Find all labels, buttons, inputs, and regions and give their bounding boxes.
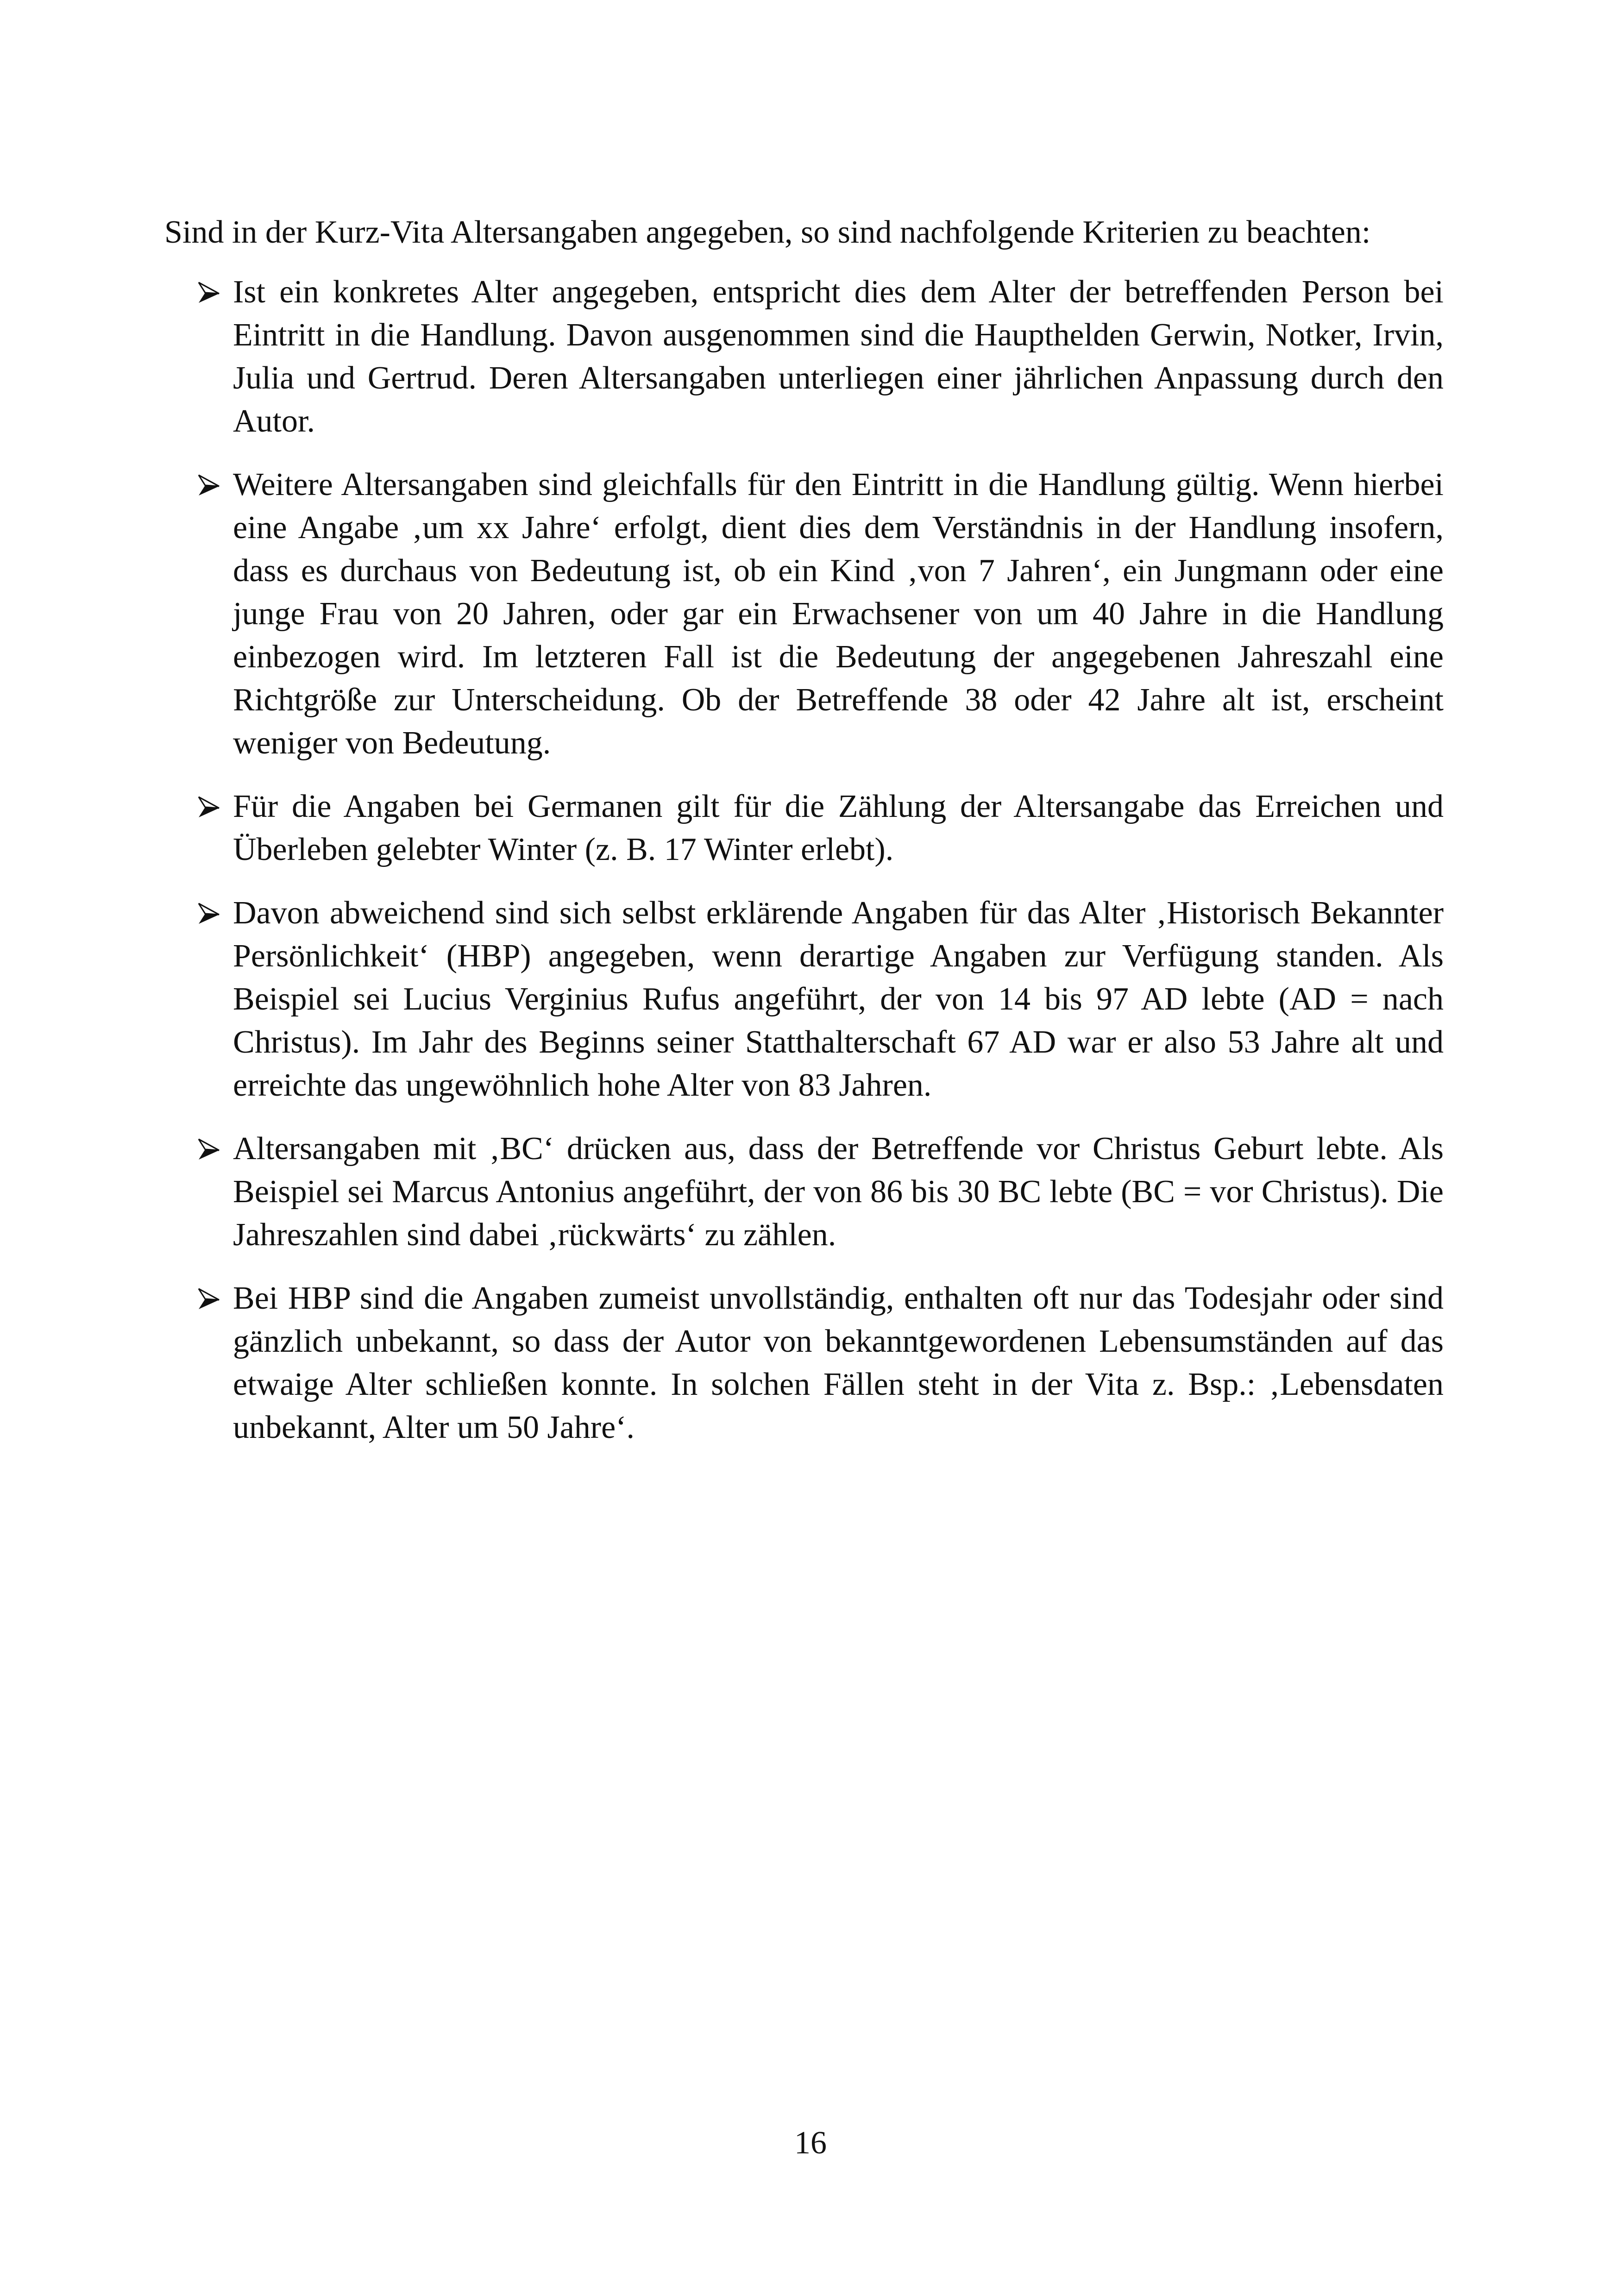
list-item-text: Davon abweichend sind sich selbst erklärende Angaben für das Alter ‚Historisch Bekannter Persönlichkeit‘ (HBP) angegeben, wenn derartige Angaben zur Verfügung standen. Als Beispiel sei Lucius Verginius Rufus angeführt, der von 14 bis 97 AD lebte (AD = nach Christus). Im Jahr des Beginns seiner Statthalterschaft 67 AD war er also 53 Jahre alt und erreichte das ungewöhnlich hohe Alter von 83 Jahren.: [233, 895, 1444, 1103]
list-item-text: Weitere Altersangaben sind gleichfalls für den Eintritt in die Handlung gültig. Wenn hierbei eine Angabe ‚um xx Jahre‘ erfolgt, dient dies dem Verständnis in der Handlung insofern, dass es durchaus von Bedeutung ist, ob ein Kind ‚von 7 Jahren‘, ein Jungmann oder eine junge Frau von 20 Jahren, oder gar ein Erwachsener von um 40 Jahre in die Handlung einbezogen wird. Im letzteren Fall ist die Bedeutung der angegebenen Jahreszahl eine Richtgröße zur Unterscheidung. Ob der Betreffende 38 oder 42 Jahre alt ist, erscheint weniger von Bedeutung.: [233, 467, 1444, 761]
document-page: [164, 211, 1444, 1469]
list-item: [164, 785, 1444, 871]
list-item-text: Ist ein konkretes Alter angegeben, entspricht dies dem Alter der betreffenden Person bei Eintritt in die Handlung. Davon ausgenommen sind die Haupthelden Gerwin, Notker, Irvin, Julia und Gertrud. Deren Altersangaben unterliegen einer jährlichen Anpassung durch den Autor.: [233, 274, 1444, 439]
list-item-text: Altersangaben mit ‚BC‘ drücken aus, dass der Betreffende vor Christus Geburt lebte. Als Beispiel sei Marcus Antonius angeführt, der von 86 bis 30 BC lebte (BC = vor Christus). Die Jahreszahlen sind dabei ‚rückwärts‘ zu zählen.: [233, 1131, 1444, 1253]
arrowhead-bullet-icon: [198, 1288, 220, 1310]
list-item: [164, 1277, 1444, 1449]
list-item: [164, 891, 1444, 1107]
list-item: [164, 1127, 1444, 1256]
arrowhead-bullet-icon: [198, 474, 220, 496]
intro-paragraph: Sind in der Kurz-Vita Altersangaben angegeben, so sind nachfolgende Kriterien zu beachten:: [164, 214, 1371, 250]
page-number: 16: [794, 2125, 827, 2161]
arrowhead-bullet-icon: [198, 282, 220, 304]
list-item: [164, 270, 1444, 443]
arrowhead-bullet-icon: [198, 1138, 220, 1161]
criteria-list: [164, 270, 1444, 1449]
arrowhead-bullet-icon: [198, 796, 220, 818]
list-item-text: Für die Angaben bei Germanen gilt für die Zählung der Altersangabe das Erreichen und Überleben gelebter Winter (z. B. 17 Winter erlebt).: [233, 789, 1444, 867]
list-item-text: Bei HBP sind die Angaben zumeist unvollständig, enthalten oft nur das Todesjahr oder sind gänzlich unbekannt, so dass der Autor von bekanntgewordenen Lebensumständen auf das etwaige Alter schließen konnte. In solchen Fällen steht in der Vita z. Bsp.: ‚Lebensdaten unbekannt, Alter um 50 Jahre‘.: [233, 1280, 1444, 1445]
list-item: [164, 463, 1444, 765]
arrowhead-bullet-icon: [198, 903, 220, 925]
